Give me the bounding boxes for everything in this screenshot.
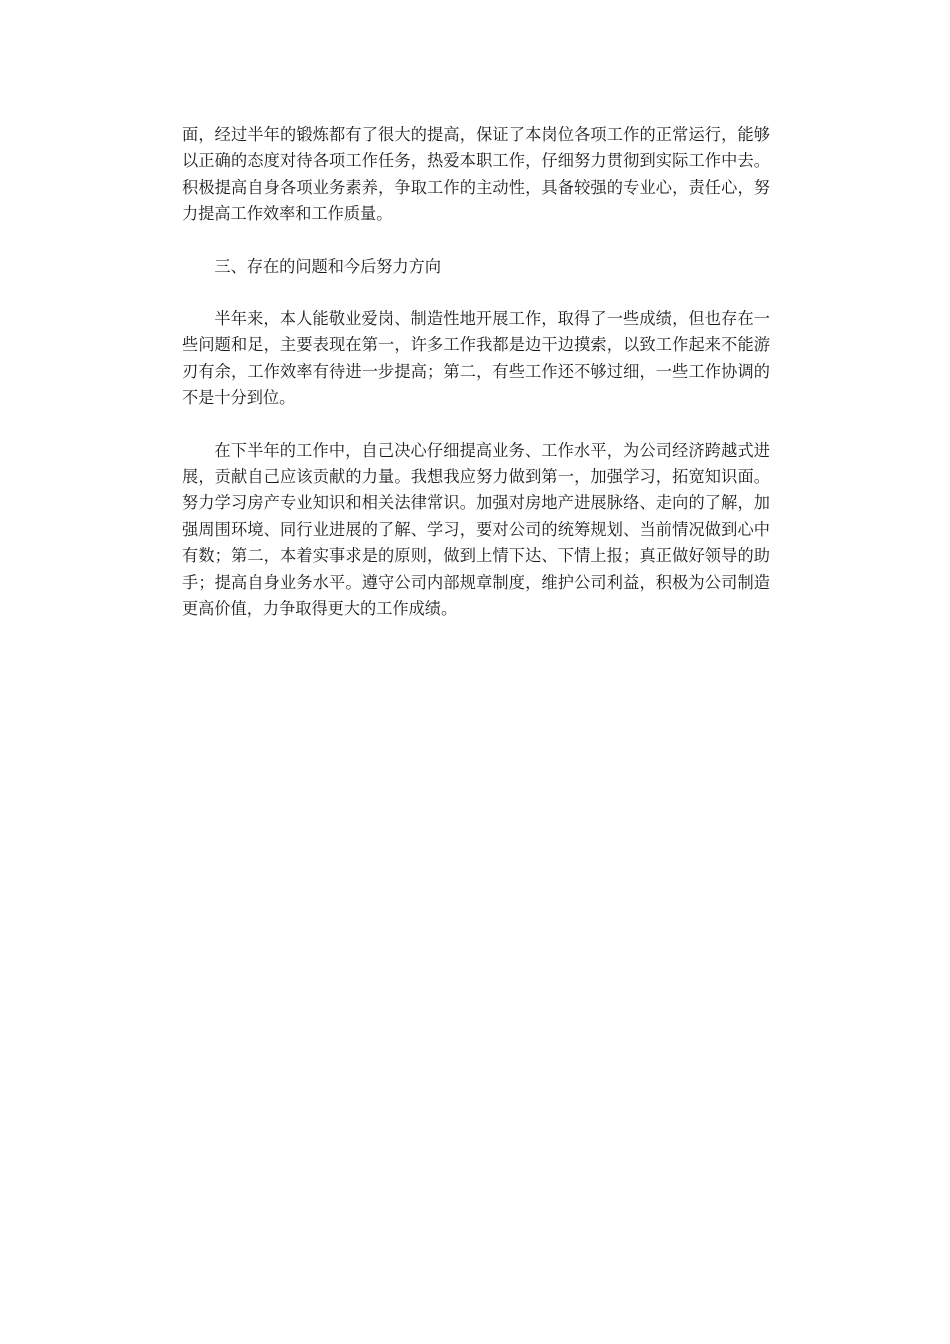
- paragraph-plans: 在下半年的工作中，自己决心仔细提高业务、工作水平，为公司经济跨越式进展，贡献自己应该贡献的力量。我想我应努力做到第一，加强学习，拓宽知识面。努力学习房产专业知识和相关法律常识。加强对房地产进展脉络、走向的了解，加强周围环境、同行业进展的了解、学习，要对公司的统筹规划、当前情况做到心中有数；第二，本着实事求是的原则，做到上情下达、下情上报；真正做好领导的助手；提高自身业务水平。遵守公司内部规章制度，维护公司利益，积极为公司制造更高价值，力争取得更大的工作成绩。: [182, 440, 770, 619]
- paragraph-problems: 半年来，本人能敬业爱岗、制造性地开展工作，取得了一些成绩，但也存在一些问题和足，主要表现在第一，许多工作我都是边干边摸索，以致工作起来不能游刃有余，工作效率有待进一步提高；第二，有些工作还不够过细，一些工作协调的不是十分到位。: [182, 309, 770, 408]
- document-body: [182, 122, 770, 649]
- section-heading: 三、存在的问题和今后努力方向: [214, 256, 442, 276]
- paragraph-continued: 面，经过半年的锻炼都有了很大的提高，保证了本岗位各项工作的正常运行，能够以正确的态度对待各项工作任务，热爱本职工作，仔细努力贯彻到实际工作中去。积极提高自身各项业务素养，争取工作的主动性，具备较强的专业心，责任心，努力提高工作效率和工作质量。: [182, 125, 770, 224]
